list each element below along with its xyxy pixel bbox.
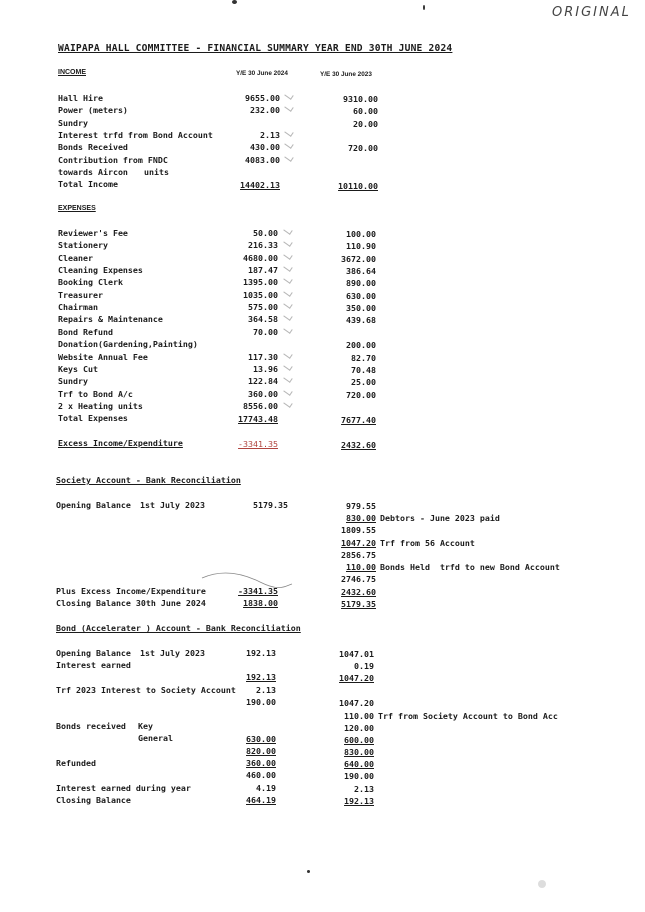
- income-heading: INCOME: [58, 69, 86, 76]
- expense-row-label: Cleaning Expenses: [58, 265, 143, 276]
- scan-mark: [232, 0, 237, 4]
- pencil-tick: [283, 313, 292, 322]
- bond-refunded-2023: 640.00: [344, 759, 374, 769]
- bond-interest-label: Interest earned: [56, 660, 131, 670]
- expense-row-2024: 216.33: [248, 240, 278, 251]
- bond-key-2023: 120.00: [344, 723, 374, 733]
- bonds-received-label: Bonds received: [56, 721, 126, 731]
- expense-row-2023: 630.00: [346, 290, 376, 301]
- bond-opening-label: Opening Balance: [56, 648, 131, 658]
- society-2023-note: Trf from 56 Account: [380, 537, 475, 548]
- expense-row-2024: 117.30: [248, 351, 278, 362]
- society-2023-value: 110.00: [346, 562, 376, 572]
- income-row-label: Hall Hire: [58, 93, 103, 103]
- scan-mark: [307, 870, 310, 873]
- society-opening-2024: 5179.35: [253, 500, 288, 510]
- expense-row-2023: 890.00: [346, 278, 376, 289]
- bond-subtotal3-2024: 820.00: [246, 746, 276, 756]
- expense-row-2023: 70.48: [351, 364, 376, 375]
- bond-trf2-2023: 110.00: [344, 711, 374, 721]
- plus-excess-2023: 2432.60: [341, 587, 376, 597]
- pencil-tick: [283, 399, 292, 408]
- expense-row-2023: 110.90: [346, 241, 376, 252]
- pencil-tick: [283, 374, 292, 383]
- plus-excess-label: Plus Excess Income/Expenditure: [56, 586, 206, 596]
- income-row-2024: 430.00: [250, 142, 280, 153]
- income-row-2024: 2.13: [260, 129, 280, 140]
- society-closing-2023: 5179.35: [341, 599, 376, 609]
- bond-opening-2023: 1047.01: [339, 649, 374, 659]
- pencil-tick: [283, 325, 292, 334]
- expense-row-2023: 350.00: [346, 303, 376, 314]
- bond-year-interest-2023: 2.13: [354, 784, 374, 794]
- total-expenses-2023: 7677.40: [341, 415, 376, 425]
- bond-opening-2024: 192.13: [246, 648, 276, 658]
- income-row-label: Sundry: [58, 117, 88, 128]
- total-income-2024: 14402.13: [240, 180, 280, 190]
- income-row-label: Bonds Received: [58, 142, 128, 153]
- bond-trf-2024: 2.13: [256, 685, 276, 695]
- pencil-tick: [284, 91, 293, 100]
- bond-subtotal2-2023: 1047.20: [339, 698, 374, 708]
- expense-row-2023: 720.00: [346, 389, 376, 400]
- income-row-label: Interest trfd from Bond Account: [58, 129, 213, 140]
- income-row-2023: 60.00: [353, 106, 378, 117]
- income-row-2023: 720.00: [348, 143, 378, 154]
- total-income-label: Total Income: [58, 179, 118, 189]
- bond-trf2-note: Trf from Society Account to Bond Acc: [378, 711, 558, 721]
- bond-subtotal2-2024: 190.00: [246, 697, 276, 707]
- bond-closing-2024: 464.19: [246, 795, 276, 805]
- pencil-tick: [283, 362, 292, 371]
- excess-label: Excess Income/Expenditure: [58, 438, 183, 448]
- bond-opening-date: 1st July 2023: [140, 648, 205, 658]
- expense-row-2024: 8556.00: [243, 400, 278, 411]
- society-closing-label: Closing Balance 30th June 2024: [56, 598, 206, 608]
- society-2023-note: Bonds Held trfd to new Bond Account: [380, 562, 560, 572]
- society-opening-label: Opening Balance: [56, 500, 131, 510]
- pencil-tick: [283, 239, 292, 248]
- income-row-2024: 4083.00: [245, 154, 280, 165]
- pencil-tick: [283, 263, 292, 272]
- document-title: WAIPAPA HALL COMMITTEE - FINANCIAL SUMMARY YEAR END 30TH JUNE 2024: [58, 43, 453, 54]
- society-2023-value: 1809.55: [341, 525, 376, 536]
- income-row-2023: 20.00: [353, 118, 378, 129]
- expense-row-2024: 1395.00: [243, 277, 278, 288]
- expense-row-2023: 3672.00: [341, 253, 376, 264]
- pencil-tick: [283, 276, 292, 285]
- pencil-tick: [284, 153, 293, 162]
- pencil-tick: [283, 300, 292, 309]
- expense-row-label: Trf to Bond A/c: [58, 388, 133, 399]
- expense-row-2024: 575.00: [248, 302, 278, 313]
- bond-closing-label: Closing Balance: [56, 795, 131, 805]
- expense-row-label: Repairs & Maintenance: [58, 314, 163, 325]
- society-heading: Society Account - Bank Reconciliation: [56, 475, 241, 485]
- expense-row-2024: 360.00: [248, 388, 278, 399]
- pencil-tick: [283, 226, 292, 235]
- society-2023-value: 2746.75: [341, 574, 376, 585]
- society-2023-value: 1047.20: [341, 537, 376, 548]
- bond-general-2024: 630.00: [246, 734, 276, 744]
- expense-row-2024: 1035.00: [243, 289, 278, 300]
- expense-row-2024: 122.84: [248, 376, 278, 387]
- bond-interest-2023: 0.19: [354, 661, 374, 671]
- total-expenses-label: Total Expenses: [58, 413, 128, 423]
- excess-2024: -3341.35: [238, 439, 278, 449]
- expense-row-label: Treasurer: [58, 289, 103, 300]
- pencil-tick: [283, 387, 292, 396]
- bond-year-interest-label: Interest earned during year: [56, 783, 191, 793]
- expense-row-2023: 82.70: [351, 352, 376, 363]
- expense-row-2024: 364.58: [248, 314, 278, 325]
- expense-row-2024: 187.47: [248, 265, 278, 276]
- col-header-2024: Y/E 30 June 2024: [236, 70, 288, 77]
- aircon-units: units: [144, 167, 169, 177]
- col-header-2023: Y/E 30 June 2023: [320, 71, 372, 78]
- income-row-2024: 232.00: [250, 105, 280, 116]
- bond-closing-2023: 192.13: [344, 796, 374, 806]
- expense-row-label: Donation(Gardening,Painting): [58, 339, 198, 350]
- bond-general-label: General: [138, 733, 173, 743]
- excess-2023: 2432.60: [341, 440, 376, 450]
- expense-row-label: 2 x Heating units: [58, 400, 143, 411]
- society-2023-value: 979.55: [346, 501, 376, 511]
- bond-key-label: Key: [138, 721, 153, 731]
- expense-row-2024: 70.00: [253, 326, 278, 337]
- bond-refunded-label: Refunded: [56, 758, 96, 768]
- scan-mark: [423, 5, 425, 10]
- plus-excess-2024: -3341.35: [238, 586, 278, 596]
- bond-trf-label: Trf 2023 Interest to Society Account: [56, 685, 236, 695]
- society-opening-date: 1st July 2023: [140, 500, 205, 510]
- aircon-label: towards Aircon: [58, 167, 128, 177]
- expense-row-2023: 386.64: [346, 266, 376, 277]
- scan-mark: [538, 880, 546, 888]
- expense-row-label: Stationery: [58, 240, 108, 251]
- pencil-tick: [284, 140, 293, 149]
- pencil-tick: [284, 103, 293, 112]
- bond-refunded-2024: 360.00: [246, 758, 276, 768]
- expense-row-label: Reviewer's Fee: [58, 228, 128, 238]
- society-closing-2024: 1838.00: [243, 598, 278, 608]
- society-2023-value: 830.00: [346, 513, 376, 524]
- bond-year-interest-2024: 4.19: [256, 783, 276, 793]
- expense-row-label: Chairman: [58, 302, 98, 313]
- expense-row-label: Cleaner: [58, 252, 93, 263]
- society-2023-note: Debtors - June 2023 paid: [380, 513, 500, 524]
- society-2023-value: 2856.75: [341, 549, 376, 560]
- bond-heading: Bond (Accelerater ) Account - Bank Reconciliation: [56, 623, 301, 633]
- expense-row-label: Booking Clerk: [58, 277, 123, 288]
- pencil-tick: [283, 251, 292, 260]
- expense-row-2023: 100.00: [346, 229, 376, 239]
- bond-subtotal1-2024: 192.13: [246, 672, 276, 682]
- expenses-heading: EXPENSES: [58, 205, 96, 212]
- bond-subtotal1-2023: 1047.20: [339, 673, 374, 683]
- pencil-tick: [283, 350, 292, 359]
- original-stamp: ORIGINAL: [552, 5, 631, 20]
- total-income-2023: 10110.00: [338, 181, 378, 191]
- expense-row-label: Keys Cut: [58, 363, 98, 374]
- bond-subtotal4-2024: 460.00: [246, 770, 276, 780]
- expense-row-2024: 50.00: [253, 228, 278, 238]
- expense-row-2023: 25.00: [351, 377, 376, 388]
- pencil-tick: [284, 128, 293, 137]
- total-expenses-2024: 17743.48: [238, 414, 278, 424]
- expense-row-2023: 200.00: [346, 340, 376, 351]
- expense-row-2024: 4680.00: [243, 252, 278, 263]
- income-row-label: Contribution from FNDC: [58, 154, 168, 165]
- expense-row-2024: 13.96: [253, 363, 278, 374]
- income-row-2023: 9310.00: [343, 94, 378, 104]
- bond-subtotal4-2023: 190.00: [344, 771, 374, 781]
- expense-row-2023: 439.68: [346, 315, 376, 326]
- expense-row-label: Sundry: [58, 376, 88, 387]
- expense-row-label: Website Annual Fee: [58, 351, 148, 362]
- expense-row-label: Bond Refund: [58, 326, 113, 337]
- bond-subtotal3-2023: 830.00: [344, 747, 374, 757]
- pencil-tick: [283, 288, 292, 297]
- bond-general-2023: 600.00: [344, 735, 374, 745]
- income-row-label: Power (meters): [58, 105, 128, 116]
- income-row-2024: 9655.00: [245, 93, 280, 103]
